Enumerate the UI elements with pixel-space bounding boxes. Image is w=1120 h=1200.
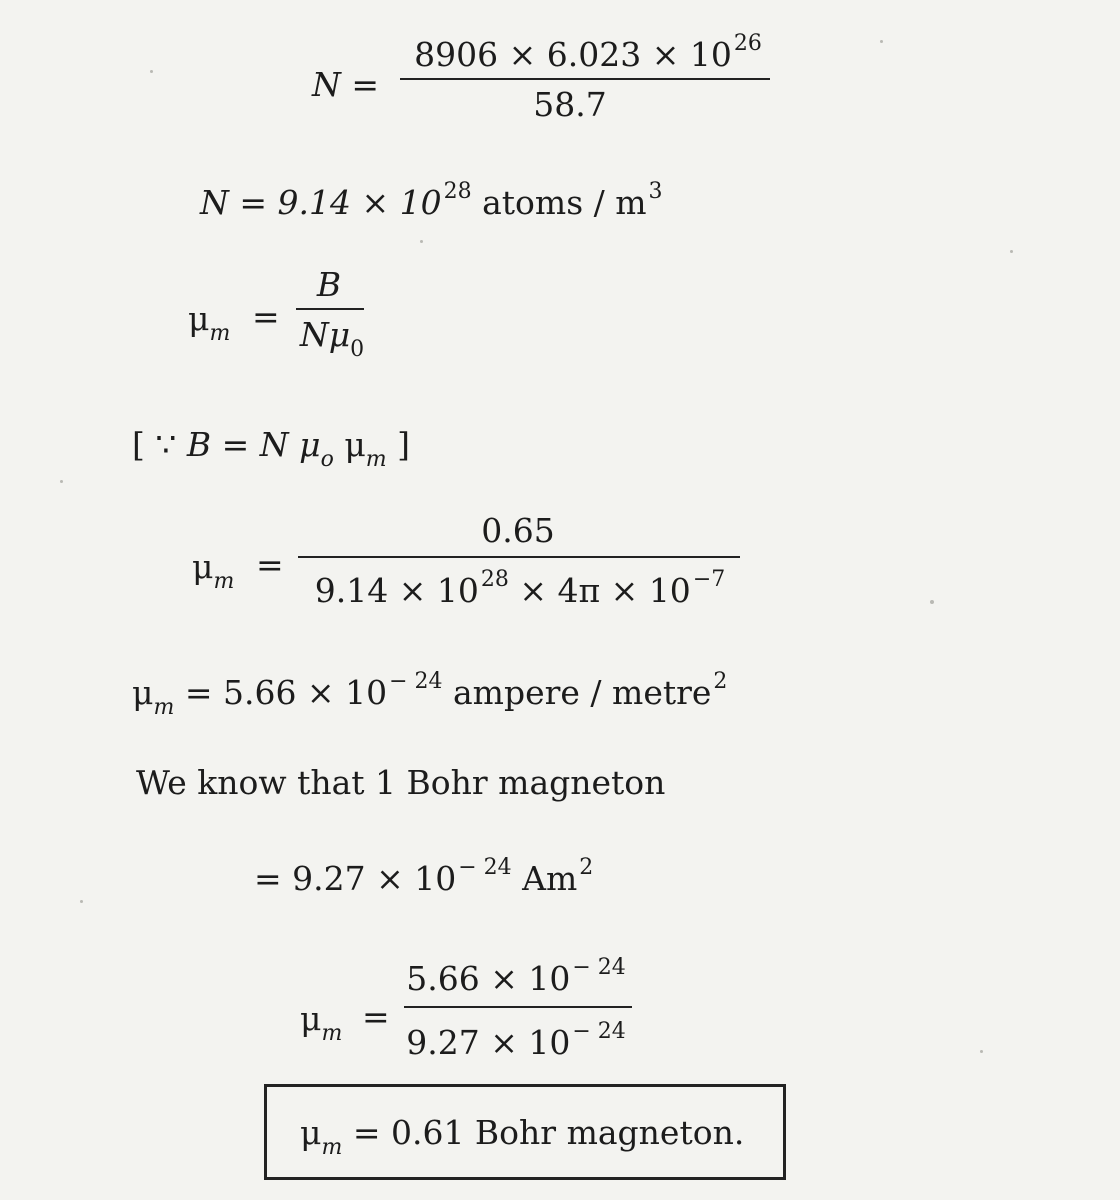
eq1-denominator: 58.7 <box>533 85 607 124</box>
eq5-denominator: $9.14 \times 10^{28} \times 4\pi \times 10^{-7}$ <box>314 567 726 610</box>
eq2-lhs: N = 9.14 × 10 <box>200 183 442 222</box>
bohr-magneton-statement: We know that 1 Bohr magneton <box>136 763 666 802</box>
eq8-equals: = <box>362 997 390 1036</box>
eq2-unit-exp: 3 <box>648 179 663 204</box>
eq5-fraction-bar <box>298 556 740 558</box>
eq1-numerator <box>398 31 778 74</box>
eq2-unit: atoms / m <box>482 183 647 222</box>
eq3-denominator: $N\mu_0$ <box>299 315 365 362</box>
eq6: $\mu_m = 5.66 \times 10^{- 24}$ ampere / metre$^2$ <box>132 669 728 720</box>
eq1-numerator-text: 8906 × 6.023 × 10 <box>414 35 732 74</box>
eq3-fraction-bar <box>296 308 364 310</box>
eq5-equals: = <box>256 545 284 584</box>
eq5-lhs: $\mu_m$ <box>192 547 235 594</box>
eq3-numerator: B <box>316 265 342 304</box>
eq7: = $9.27 \times 10^{- 24}$ Am$^2$ <box>254 855 594 898</box>
eq1-fraction-bar <box>400 78 770 80</box>
eq3-lhs: $\mu_m$ <box>188 299 231 346</box>
eq2 <box>200 179 663 222</box>
eq5-numerator: 0.65 <box>481 511 555 550</box>
eq8-lhs: $\mu_m$ <box>300 999 343 1046</box>
eq8-denominator: $9.27 \times 10^{- 24}$ <box>406 1019 626 1062</box>
eq3-equals: = <box>252 297 280 336</box>
eq4: [ ∵ B = N $\mu_o$ $\mu_m$ ] <box>132 425 411 472</box>
eq1-numerator-exp: 26 <box>733 31 762 56</box>
eq1-lhs: N = <box>312 65 380 104</box>
because-symbol: ∵ <box>155 425 177 464</box>
eq8-numerator: $5.66 \times 10^{- 24}$ <box>406 955 626 998</box>
result: $\mu_m = 0.61$ Bohr magneton. <box>300 1113 745 1160</box>
eq2-exp: 28 <box>443 179 472 204</box>
eq8-fraction-bar <box>404 1006 632 1008</box>
